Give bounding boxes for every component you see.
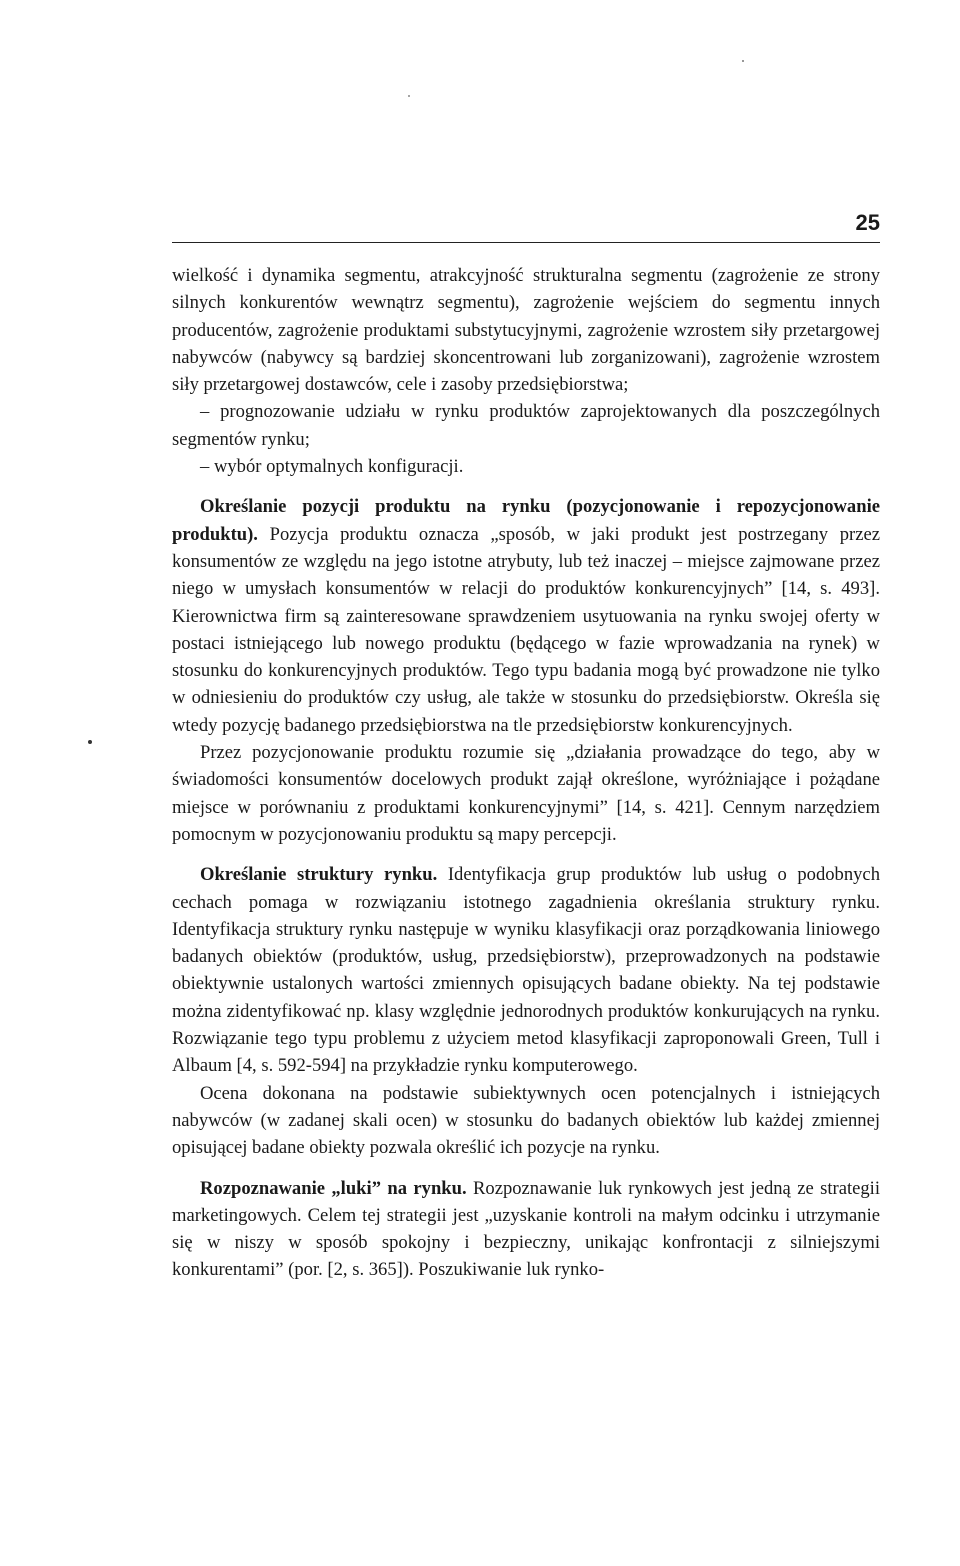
page-number: 25 — [855, 210, 880, 235]
paragraph-positioning-definition: Przez pozycjonowanie produktu rozumie się „działania prowadzące do tego, aby w świadomości konsumentów docelowych produkt zajął określone, wyróżniające i pożądane miejsce w porównaniu z produktami konkurencyjnymi” [14, s. 421]. Cennym narzędziem pomocnym w pozycjonowaniu produktu są mapy percepcji. — [172, 742, 880, 845]
section-heading-positioning: Określanie pozycji produktu na rynku (pozycjonowanie i repozycjonowanie produktu). — [172, 496, 880, 545]
scan-speck — [88, 740, 92, 744]
header-rule — [172, 242, 880, 243]
paragraph-market-share-forecast: – prognozowanie udziału w rynku produktów zaprojektowanych dla poszczególnych segmentów rynku; — [172, 401, 880, 450]
paragraph-optimal-configurations: – wybór optymalnych konfiguracji. — [200, 456, 464, 478]
paragraph-market-gap — [172, 1175, 880, 1284]
scan-speck — [742, 60, 744, 62]
paragraph-positioning — [172, 493, 880, 739]
paragraph-market-structure — [172, 861, 880, 1079]
section-heading-market-structure: Określanie struktury rynku. — [200, 864, 438, 886]
page-body — [172, 262, 880, 1284]
paragraph-buyer-assessment: Ocena dokonana na podstawie subiektywnych ocen potencjalnych i istniejących nabywców (w zadanej skali ocen) w stosunku do badanych obiektów lub każdej zmiennej opisującej badane obiekty pozwala określić ich pozycje na rynku. — [172, 1082, 880, 1159]
paragraph-positioning-body: Pozycja produktu oznacza „sposób, w jaki produkt jest postrzegany przez konsumentów ze względu na jego istotne atrybuty, lub też inaczej – miejsce zajmowane przez niego w umysłach konsumentów w relacji do produktów konkurencyjnych” [14, s. 493]. Kierownictwa firm są zainteresowane sprawdzeniem usytuowania na rynku swojej oferty w postaci istniejącego lub nowego produktu (będącego w fazie wprowadzania na rynek) w stosunku do konkurencyjnych produktów. Tego typu badania mogą być prowadzone nie tylko w odniesieniu do produktów czy usług, ale także w stosunku do przedsiębiorstw. Określa się wtedy pozycję badanego przedsiębiorstwa na tle przedsiębiorstw konkurencyjnych. — [172, 523, 880, 736]
section-heading-market-gap: Rozpoznawanie „luki” na rynku. — [200, 1177, 467, 1199]
scan-speck — [408, 95, 410, 97]
paragraph-market-gap-body: Rozpoznawanie luk rynkowych jest jedną ze strategii marketingowych. Celem tej strategii jest „uzyskanie kontroli na małym odcinku i utrzymanie się w niszy w sposób spokojny i bezpieczny, unikając konfrontacji z silniejszymi konkurentami” (por. [2, s. 365]). Poszukiwanie luk rynko- — [172, 1177, 880, 1281]
paragraph-segment-factors: wielkość i dynamika segmentu, atrakcyjność strukturalna segmentu (zagrożenie ze strony silnych konkurentów wewnątrz segmentu), zagrożenie wejściem do segmentu innych producentów, zagrożenie produktami substytucyjnymi, zagrożenie wzrostem siły przetargowej nabywców (nabywcy są bardziej skoncentrowani lub zorganizowani), zagrożenie wzrostem siły przetargowej dostawców, cele i zasoby przedsiębiorstwa; — [172, 265, 880, 396]
paragraph-market-structure-body: Identyfikacja grup produktów lub usług o podobnych cechach pomaga w rozwiązaniu istotnego zagadnienia określania struktury rynku. Identyfikacja struktury rynku następuje w wyniku klasyfikacji oraz porządkowania liniowego badanych obiektów (produktów, usług, przedsiębiorstw), przeprowadzonych na podstawie obiektywnie ustalonych wartości zmiennych opisujących badane obiekty. Na tej podstawie można zidentyfikować np. klasy względnie jednorodnych produktów konkurujących na rynku. Rozwiązanie tego typu problemu z użyciem metod klasyfikacji zaproponowali Green, Tull i Albaum [4, s. 592-594] na przykładzie rynku komputerowego. — [172, 864, 880, 1077]
